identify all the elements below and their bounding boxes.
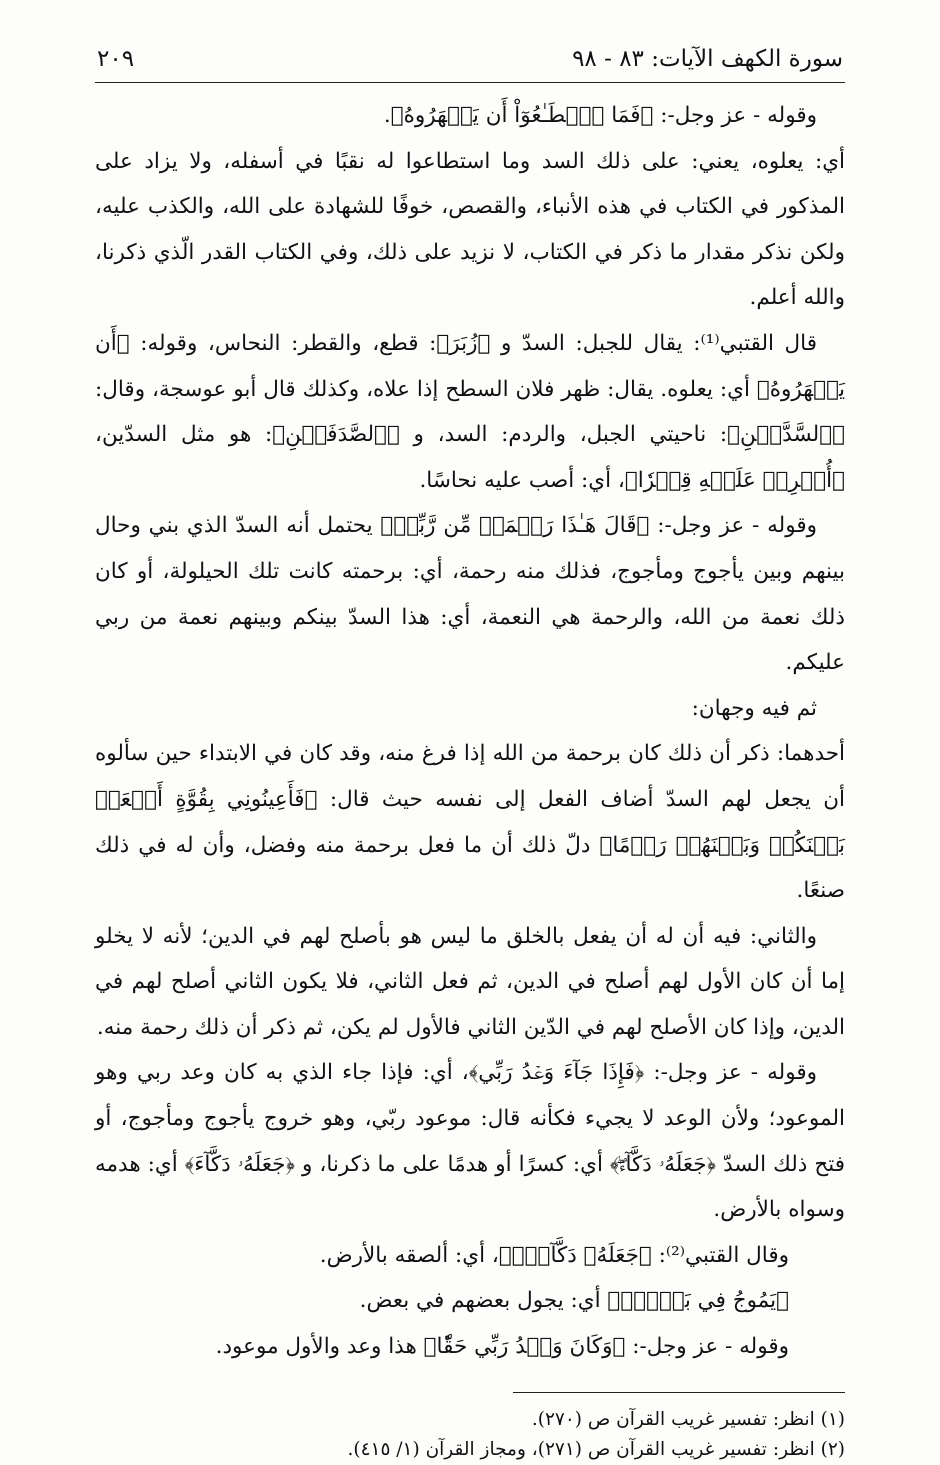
paragraph: أحدهما: ذكر أن ذلك كان برحمة من الله إذا فرغ منه، وقد كان في الابتداء حين سألوه أن يجعل لهم السدّ أضاف الفعل إلى نفسه حيث قال: ﴿فَأَعِينُونِي بِقُوَّةٍ أَجۡعَلۡ بَيۡنَكُمۡ وَبَيۡنَهُمۡ رَدۡمًا﴾ دلّ ذلك أن ما فعل برحمة منه وفضل، وأن له في ذلك صنعًا. (95, 741, 845, 904)
footnotes (95, 1405, 845, 1465)
main-text (95, 93, 845, 1370)
book-page (95, 40, 845, 1465)
paragraph: والثاني: فيه أن له أن يفعل بالخلق ما ليس هو بأصلح لهم في الدين؛ لأنه لا يخلو إما أن كان الأول لهم أصلح في الدين، ثم فعل الثاني، فلا يكون الثاني أصلح لهم في الدين، وإذا كان الأصلح لهم في الدّين الثاني فالأول لم يكن، ثم ذكر أن ذلك رحمة منه. (95, 923, 845, 1040)
running-title: سورة الكهف الآيات: ٨٣ - ٩٨ (572, 46, 843, 72)
paragraph: ﴿يَمُوجُ فِي بَعۡضٖۖ﴾ أي: يجول بعضهم في بعض. (359, 1288, 789, 1314)
paragraph: ثم فيه وجهان: (691, 695, 817, 721)
footnote: (١) انظر: تفسير غريب القرآن ص (٢٧٠). (531, 1408, 845, 1430)
paragraph: وقوله - عز وجل-: ﴿قَالَ هَـٰذَا رَحۡمَةٞ مِّن رَّبِّيۖ﴾ يحتمل أنه السدّ الذي بني وحال بينهم وبين يأجوج ومأجوج، فذلك منه رحمة، أي: برحمته كانت تلك الحيلولة، أو كان ذلك نعمة من الله، والرحمة هي النعمة، أي: هذا السدّ بينكم وبينهم نعمة من ربي عليكم. (95, 513, 845, 676)
footnote: (٢) انظر: تفسير غريب القرآن ص (٢٧١)، ومجاز القرآن (١/ ٤١٥). (347, 1438, 845, 1460)
paragraph: قال القتبي⁽¹⁾: يقال للجبل: السدّ و ﴿زُبَرَ﴾: قطع، والقطر: النحاس، وقوله: ﴿أَن يَظۡهَرُوهُ﴾ أي: يعلوه. يقال: ظهر فلان السطح إذا علاه، وكذلك قال أبو عوسجة، وقال: ﴿ٱلسَّدَّيۡنِ﴾: ناحيتي الجبل، والردم: السد، و ﴿ٱلصَّدَفَيۡنِ﴾: هو مثل السدّين، ﴿أُفۡرِغۡ عَلَيۡهِ قِطۡرٗا﴾، أي: أصب عليه نحاسًا. (95, 330, 845, 493)
running-header (95, 40, 845, 83)
paragraph: أي: يعلوه، يعني: على ذلك السد وما استطاعوا له نقبًا في أسفله، ولا يزاد على المذكور في الكتاب في هذه الأنباء، والقصص، خوفًا للشهادة على الله، والكذب عليه، ولكن نذكر مقدار ما ذكر في الكتاب، لا نزيد على ذلك، وفي الكتاب القدر الّذي ذكرنا، والله أعلم. (95, 148, 845, 311)
paragraph: وقوله - عز وجل-: ﴿وَكَانَ وَعۡدُ رَبِّي حَقّٗا﴾ هذا وعد والأول موعود. (215, 1334, 789, 1360)
paragraph: وقوله - عز وجل-: ﴿فَمَا ٱسۡطَـٰعُوٓاْ أَن يَظۡهَرُوهُ﴾. (383, 103, 817, 128)
page-number: ٢٠٩ (97, 46, 135, 72)
footnote-divider (513, 1392, 845, 1393)
paragraph: وقوله - عز وجل-: ﴿فَإِذَا جَآءَ وَعۡدُ رَبِّي﴾، أي: فإذا جاء الذي به كان وعد ربي وهو الموعود؛ ولأن الوعد لا يجيء فكأنه قال: موعود ربّي، وهو خروج يأجوج ومأجوج، أو فتح ذلك السدّ ﴿جَعَلَهُۥ دَكَّآءَۖ﴾ أي: كسرًا أو هدمًا على ما ذكرنا، و ﴿جَعَلَهُۥ دَكَّآءَ﴾ أي: هدمه وسواه بالأرض. (95, 1060, 845, 1223)
paragraph: وقال القتبي⁽²⁾: ﴿جَعَلَهُۥ دَكَّآءَۖ﴾، أي: ألصقه بالأرض. (319, 1242, 789, 1268)
